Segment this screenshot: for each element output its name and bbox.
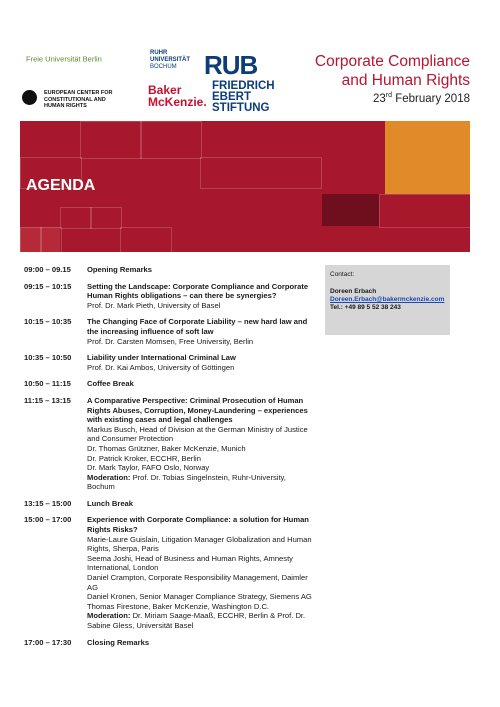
ecchr-logo: EUROPEAN CENTER FOR CONSTITUTIONAL AND HUMAN RIGHTS bbox=[22, 90, 112, 110]
banner-tile bbox=[60, 207, 92, 229]
agenda-item: 10:35 – 10:50 Liability under International Criminal Law Prof. Dr. Kai Ambos, University of Göttingen bbox=[24, 353, 236, 372]
banner-tile bbox=[90, 207, 122, 229]
banner-tile bbox=[40, 227, 62, 254]
agenda-banner bbox=[20, 121, 470, 252]
event-date: 23rd February 2018 bbox=[372, 92, 470, 105]
banner-tile bbox=[20, 227, 42, 254]
fu-berlin-logo: Freie Universität Berlin bbox=[26, 54, 102, 64]
contact-name: Doreen Erbach bbox=[330, 288, 377, 295]
fes-logo: FRIEDRICH EBERT STIFTUNG bbox=[212, 80, 275, 114]
banner-tile bbox=[379, 194, 472, 228]
banner-tile bbox=[120, 227, 172, 254]
ruhr-uni-text-logo: RUHR UNIVERSITÄT BOCHUM bbox=[150, 50, 191, 70]
rub-logo: RUB bbox=[204, 50, 258, 80]
agenda-item: 09:15 – 10:15 Setting the Landscape: Corporate Compliance and Corporate Human Rights obligations – can there be synergies? Prof. Dr. Mark Pieth, University of Basel bbox=[24, 281, 309, 310]
contact-box: Contact: Doreen Erbach Doreen.Erbach@bakermckenzie.com Tel.: +49 89 5 52 38 243 bbox=[325, 265, 450, 335]
agenda-item: 10:15 – 10:35 The Changing Face of Corporate Liability – new hard law and the increasing influence of soft law Prof. Dr. Carsten Momsen, Free University, Berlin bbox=[24, 317, 308, 346]
agenda-item: 09:00 – 09.15 Opening Remarks bbox=[24, 265, 152, 274]
agenda-item: 17:00 – 17:30 Closing Remarks bbox=[24, 637, 150, 647]
contact-phone: Tel.: +49 89 5 52 38 243 bbox=[330, 304, 401, 311]
banner-tile bbox=[200, 157, 322, 189]
contact-email-link[interactable]: Doreen.Erbach@bakermckenzie.com bbox=[330, 296, 445, 303]
agenda-item: 13:15 – 15:00 Lunch Break bbox=[24, 498, 133, 508]
agenda-item: 10:50 – 11:15 Coffee Break bbox=[24, 379, 134, 389]
logo-strip bbox=[22, 48, 292, 116]
banner-tile bbox=[80, 121, 142, 159]
event-title: Corporate Compliance and Human Rights bbox=[314, 53, 470, 89]
event-header bbox=[315, 52, 470, 105]
ecchr-mark-icon bbox=[22, 90, 37, 105]
banner-dark-block bbox=[322, 194, 379, 226]
agenda-list bbox=[24, 265, 314, 654]
banner-tile bbox=[140, 121, 202, 159]
baker-mckenzie-logo: Baker McKenzie. bbox=[148, 83, 207, 109]
agenda-item: 11:15 – 13:15 A Comparative Perspective: Criminal Prosecution of Human Rights Abuses, Corruption, Money-Laundering – experiences with existing cases and legal challenges Markus Busch, Head of Division at the German Ministry of Justice and Consumer Protection Dr. Thomas Grützner, Baker McKenzie, Munich Dr. Patrick Kroker, ECCHR, Berlin Dr. Mark Taylor, FAFO Oslo, Norway Moderation: Prof. Dr. Tobias Singelnstein, Ruhr-University, Bochum bbox=[24, 395, 308, 492]
agenda-heading: AGENDA bbox=[26, 177, 96, 194]
banner-orange-block bbox=[385, 121, 470, 194]
agenda-item: 15:00 – 17:00 Experience with Corporate Compliance: a solution for Human Rights Risks? Marie-Laure Guislain, Litigation Manager Globalization and Human Rights, Sherpa, Paris Seema Joshi, Head of Business and Human Rights, Amnesty International, London Daniel Crampton, Corporate Responsibility Management, Daimler AG Daniel Kronen, Senior Manager Compliance Strategy, Siemens AG Thomas Firestone, Baker McKenzie, Washington D.C. Moderation: Dr. Miriam Saage-Maaß, ECCHR, Berlin & Prof. Dr. Sabine Gless, Universität Basel bbox=[24, 515, 312, 630]
